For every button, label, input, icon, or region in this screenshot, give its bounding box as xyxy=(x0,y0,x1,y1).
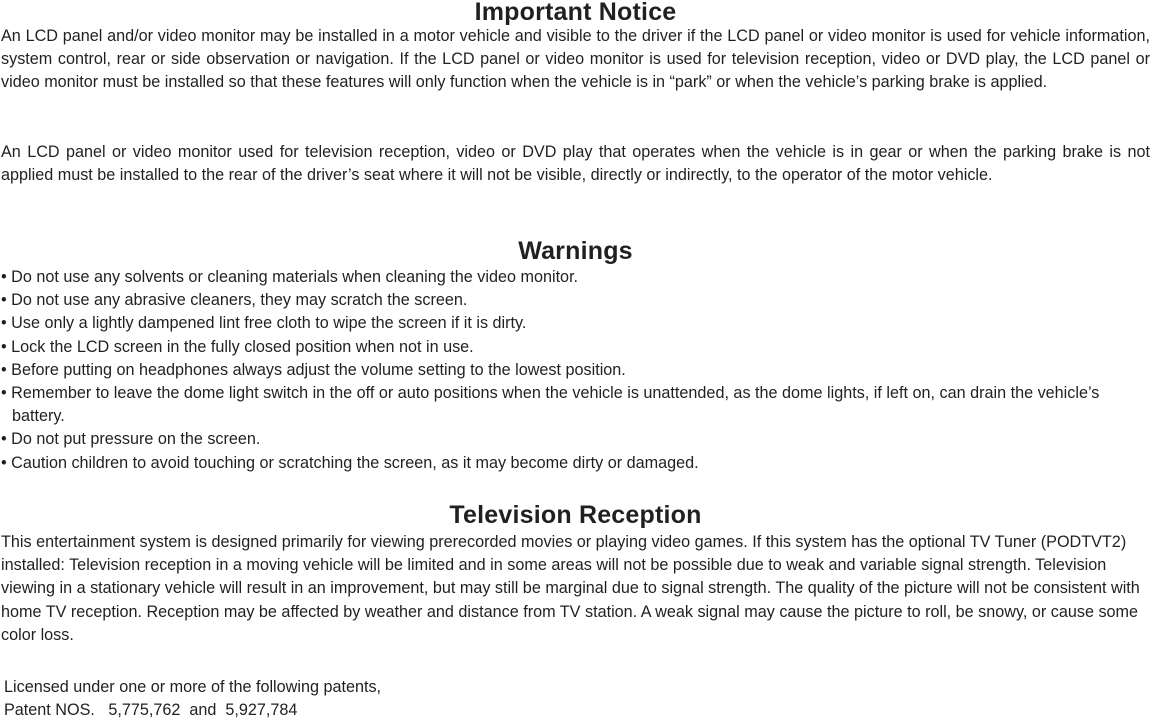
license-line: Licensed under one or more of the following patents, xyxy=(4,678,382,696)
warning-item: • Lock the LCD screen in the fully closed position when not in use. xyxy=(1,336,1151,359)
warning-item: • Use only a lightly dampened lint free cloth to wipe the screen if it is dirty. xyxy=(1,312,1151,335)
warnings-heading: Warnings xyxy=(518,237,633,265)
patent-numbers-line: Patent NOS. 5,775,762 and 5,927,784 xyxy=(4,701,298,720)
license-block xyxy=(4,676,704,722)
warning-item: • Do not use any abrasive cleaners, they may scratch the screen. xyxy=(1,289,1151,312)
warning-item: • Do not use any solvents or cleaning materials when cleaning the video monitor. xyxy=(1,266,1151,289)
warning-item: • Caution children to avoid touching or scratching the screen, as it may become dirty or damaged. xyxy=(1,452,1151,475)
notice-paragraph-1: An LCD panel and/or video monitor may be installed in a motor vehicle and visible to the driver if the LCD panel or video monitor is used for vehicle information, system control, rear or side observation or navigation. If the LCD panel or video monitor is used for television reception, video or DVD play, the LCD panel or video monitor must be installed so that these features will only function when the vehicle is in “park” or when the vehicle’s parking brake is applied. xyxy=(1,27,1150,92)
warning-item: • Do not put pressure on the screen. xyxy=(1,428,1151,451)
television-reception-paragraph: This entertainment system is designed primarily for viewing prerecorded movies or playing video games. If this system has the optional TV Tuner (PODTVT2) installed: Television reception in a moving vehicle will be limited and in some areas will not be possible due to weak and variable signal strength. Television viewing in a stationary vehicle will result in an improvement, but may still be marginal due to signal strength. The quality of the picture will not be consistent with home TV reception. Reception may be affected by weather and distance from TV station. A weak signal may cause the picture to roll, be snowy, or cause some color loss. xyxy=(1,533,1140,644)
notice-paragraph-2: An LCD panel or video monitor used for television reception, video or DVD play that operates when the vehicle is in gear or when the parking brake is not applied must be installed to the rear of the driver’s seat where it will not be visible, directly or indirectly, to the operator of the motor vehicle. xyxy=(1,143,1150,185)
warnings-list xyxy=(1,266,1151,475)
warning-item: • Before putting on headphones always adjust the volume setting to the lowest position. xyxy=(1,359,1151,382)
warning-item: • Remember to leave the dome light switch in the off or auto positions when the vehicle is unattended, as the dome lights, if left on, can drain the vehicle’s battery. xyxy=(1,382,1151,428)
important-notice-heading: Important Notice xyxy=(474,0,677,26)
television-reception-heading: Television Reception xyxy=(449,501,702,529)
